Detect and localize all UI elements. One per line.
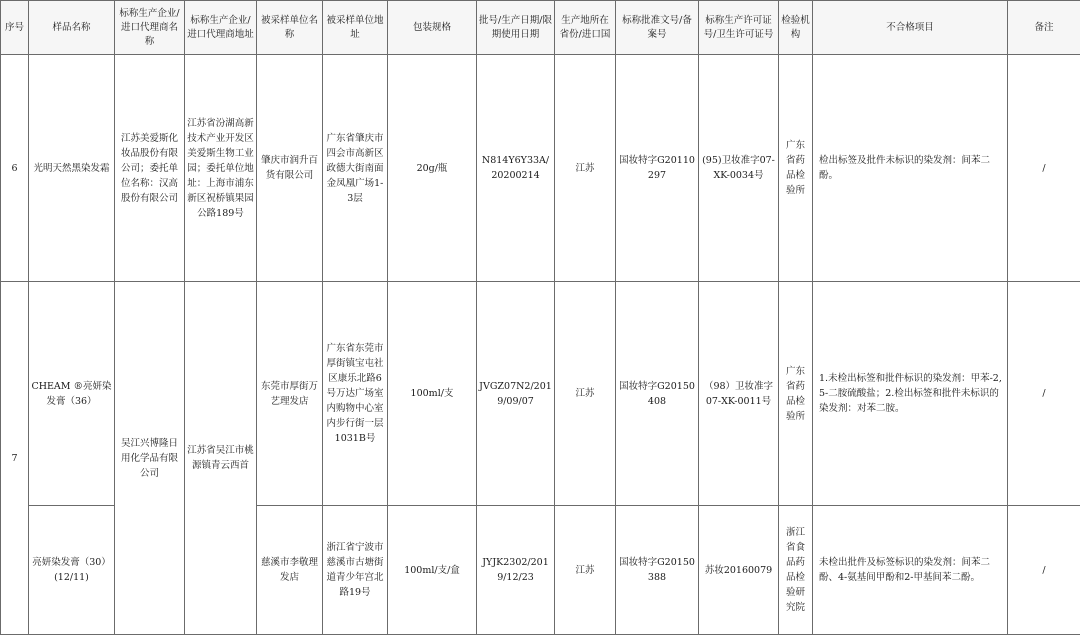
cell-license: （98）卫妆准字07-XK-0011号 xyxy=(699,282,779,506)
cell-origin: 江苏 xyxy=(555,282,616,506)
header-issue: 不合格项目 xyxy=(813,1,1008,55)
header-manufacturer-name: 标称生产企业/进口代理商名称 xyxy=(115,1,185,55)
header-seq: 序号 xyxy=(1,1,29,55)
cell-sampled-unit: 慈溪市李敬理发店 xyxy=(257,506,323,635)
cell-sampled-address: 浙江省宁波市慈溪市古塘街道青少年宫北路19号 xyxy=(323,506,388,635)
cell-origin: 江苏 xyxy=(555,55,616,282)
cell-agency: 广东省药品检验所 xyxy=(779,282,813,506)
cell-issue: 检出标签及批件未标识的染发剂：间苯二酚。 xyxy=(813,55,1008,282)
table-row xyxy=(1,55,1080,282)
header-sample-name: 样品名称 xyxy=(29,1,115,55)
cell-approval: 国妆特字G20150408 xyxy=(616,282,699,506)
cell-remark: / xyxy=(1008,55,1080,282)
header-license: 标称生产许可证号/卫生许可证号 xyxy=(699,1,779,55)
cell-manufacturer-address: 江苏省吴江市桃源镇青云西首 xyxy=(185,282,257,635)
cell-approval: 国妆特字G20150388 xyxy=(616,506,699,635)
header-package-spec: 包装规格 xyxy=(388,1,477,55)
cell-seq: 6 xyxy=(1,55,29,282)
cell-origin: 江苏 xyxy=(555,506,616,635)
cell-license: 苏妆20160079 xyxy=(699,506,779,635)
cell-batch: N814Y6Y33A/20200214 xyxy=(477,55,555,282)
table-row xyxy=(1,282,1080,506)
cell-manufacturer-name: 江苏美爱斯化妆品股份有限公司；委托单位名称：汉高股份有限公司 xyxy=(115,55,185,282)
cell-package-spec: 100ml/支/盒 xyxy=(388,506,477,635)
cell-sample-name: CHEAM ®亮妍染发膏（36） xyxy=(29,282,115,506)
header-origin: 生产地所在省份/进口国 xyxy=(555,1,616,55)
cell-remark: / xyxy=(1008,282,1080,506)
cell-sampled-address: 广东省肇庆市四会市高新区政德大街南面金凤凰广场1-3层 xyxy=(323,55,388,282)
cell-package-spec: 100ml/支 xyxy=(388,282,477,506)
cell-manufacturer-address: 江苏省汾湖高新技术产业开发区美爱斯生物工业园；委托单位地址：上海市浦东新区祝桥镇果园公路189号 xyxy=(185,55,257,282)
cell-sampled-unit: 肇庆市润升百货有限公司 xyxy=(257,55,323,282)
cell-sample-name: 光明天然黑染发霜 xyxy=(29,55,115,282)
cell-sampled-address: 广东省东莞市厚街镇宝屯社区康乐北路6号万达广场室内购物中心室内步行街一层1031B号 xyxy=(323,282,388,506)
header-remark: 备注 xyxy=(1008,1,1080,55)
cell-issue: 1.未检出标签和批件标识的染发剂：甲苯-2,5-二胺硫酸盐；2.检出标签和批件未标识的染发剂：对苯二胺。 xyxy=(813,282,1008,506)
cell-agency: 浙江省食品药品检验研究院 xyxy=(779,506,813,635)
cell-issue: 未检出批件及标签标识的染发剂：间苯二酚、4-氨基间甲酚和2-甲基间苯二酚。 xyxy=(813,506,1008,635)
header-agency: 检验机构 xyxy=(779,1,813,55)
header-sampled-address: 被采样单位地址 xyxy=(323,1,388,55)
cell-package-spec: 20g/瓶 xyxy=(388,55,477,282)
header-approval: 标称批准文号/备案号 xyxy=(616,1,699,55)
cell-agency: 广东省药品检验所 xyxy=(779,55,813,282)
cell-sample-name: 亮妍染发膏（30）(12/11) xyxy=(29,506,115,635)
header-manufacturer-address: 标称生产企业/进口代理商地址 xyxy=(185,1,257,55)
cell-approval: 国妆特字G20110297 xyxy=(616,55,699,282)
header-batch: 批号/生产日期/限期使用日期 xyxy=(477,1,555,55)
header-sampled-unit: 被采样单位名称 xyxy=(257,1,323,55)
header-row xyxy=(1,1,1080,55)
cell-license: (95)卫妆准字07-XK-0034号 xyxy=(699,55,779,282)
cell-batch: JVGZ07N2/2019/09/07 xyxy=(477,282,555,506)
cell-sampled-unit: 东莞市厚街万艺理发店 xyxy=(257,282,323,506)
cell-batch: JYJK2302/2019/12/23 xyxy=(477,506,555,635)
cell-remark: / xyxy=(1008,506,1080,635)
cell-seq: 7 xyxy=(1,282,29,635)
cell-manufacturer-name: 吴江兴博隆日用化学品有限公司 xyxy=(115,282,185,635)
